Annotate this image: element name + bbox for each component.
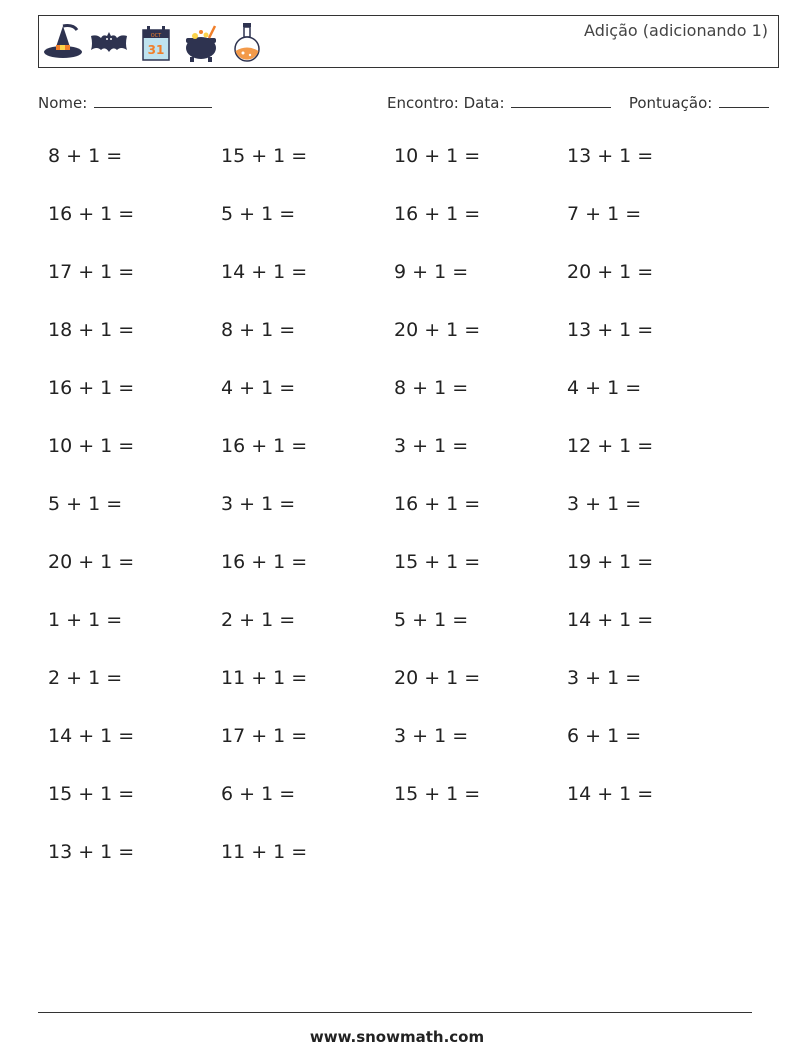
problem-item: 12 + 1 = — [567, 435, 654, 457]
problem-item: 18 + 1 = — [48, 319, 135, 341]
problem-item: 20 + 1 = — [394, 319, 481, 341]
problem-item: 20 + 1 = — [394, 667, 481, 689]
date-blank[interactable] — [511, 94, 611, 108]
problem-item: 6 + 1 = — [567, 725, 642, 747]
cauldron-icon — [181, 20, 221, 64]
problem-item: 19 + 1 = — [567, 551, 654, 573]
problem-item: 3 + 1 = — [221, 493, 296, 515]
problem-item: 16 + 1 = — [394, 203, 481, 225]
problem-item: 16 + 1 = — [221, 551, 308, 573]
problem-item: 20 + 1 = — [48, 551, 135, 573]
problem-item: 2 + 1 = — [221, 609, 296, 631]
problem-row — [48, 609, 748, 667]
problem-item: 17 + 1 = — [221, 725, 308, 747]
problem-item: 16 + 1 = — [48, 203, 135, 225]
problem-item: 13 + 1 = — [567, 145, 654, 167]
witch-hat-icon — [43, 20, 83, 64]
problem-item: 14 + 1 = — [48, 725, 135, 747]
problem-item: 3 + 1 = — [567, 667, 642, 689]
problem-item: 3 + 1 = — [567, 493, 642, 515]
potion-icon — [227, 20, 267, 64]
problem-row — [48, 493, 748, 551]
name-field — [38, 94, 212, 112]
problem-item: 15 + 1 = — [48, 783, 135, 805]
score-label: Pontuação: — [628, 94, 713, 112]
problem-item: 4 + 1 = — [221, 377, 296, 399]
calendar-month: OCT — [150, 33, 162, 39]
problem-item: 4 + 1 = — [567, 377, 642, 399]
problem-item: 16 + 1 = — [394, 493, 481, 515]
footer-url: www.snowmath.com — [309, 1028, 485, 1046]
problem-item: 8 + 1 = — [394, 377, 469, 399]
icon-strip — [43, 20, 267, 64]
problem-row — [48, 841, 748, 899]
problem-item: 1 + 1 = — [48, 609, 123, 631]
worksheet-title: Adição (adicionando 1) — [584, 21, 768, 40]
problem-row — [48, 551, 748, 609]
problem-item: 5 + 1 = — [394, 609, 469, 631]
problem-item: 8 + 1 = — [48, 145, 123, 167]
problem-row — [48, 435, 748, 493]
problem-item: 7 + 1 = — [567, 203, 642, 225]
problem-row — [48, 377, 748, 435]
problem-row — [48, 725, 748, 783]
problem-item: 6 + 1 = — [221, 783, 296, 805]
problem-item: 16 + 1 = — [221, 435, 308, 457]
problem-item: 5 + 1 = — [48, 493, 123, 515]
problem-item: 20 + 1 = — [567, 261, 654, 283]
calendar-day: 31 — [147, 43, 165, 57]
problem-row — [48, 261, 748, 319]
score-blank[interactable] — [719, 94, 769, 108]
problem-item: 3 + 1 = — [394, 725, 469, 747]
name-label: Nome: — [38, 94, 88, 112]
problem-item: 9 + 1 = — [394, 261, 469, 283]
problem-item: 11 + 1 = — [221, 841, 308, 863]
problem-grid — [48, 145, 748, 899]
name-blank[interactable] — [94, 94, 212, 108]
footer-divider — [38, 1012, 752, 1013]
meeting-label: Encontro: Data: — [387, 94, 505, 112]
problem-item: 8 + 1 = — [221, 319, 296, 341]
problem-item: 15 + 1 = — [394, 783, 481, 805]
problem-item: 17 + 1 = — [48, 261, 135, 283]
problem-row — [48, 667, 748, 725]
problem-item: 2 + 1 = — [48, 667, 123, 689]
problem-item: 14 + 1 = — [567, 609, 654, 631]
problem-item: 14 + 1 = — [567, 783, 654, 805]
problem-item: 13 + 1 = — [48, 841, 135, 863]
problem-item: 15 + 1 = — [221, 145, 308, 167]
problem-item: 13 + 1 = — [567, 319, 654, 341]
problem-item: 14 + 1 = — [221, 261, 308, 283]
problem-item: 10 + 1 = — [394, 145, 481, 167]
problem-item: 11 + 1 = — [221, 667, 308, 689]
problem-row — [48, 319, 748, 377]
problem-item: 3 + 1 = — [394, 435, 469, 457]
problem-row — [48, 783, 748, 841]
bat-icon — [89, 20, 129, 64]
problem-item: 10 + 1 = — [48, 435, 135, 457]
header-box — [38, 15, 779, 68]
problem-item: 5 + 1 = — [221, 203, 296, 225]
problem-item: 16 + 1 = — [48, 377, 135, 399]
problem-row — [48, 203, 748, 261]
meeting-score-field — [387, 94, 769, 112]
calendar-icon — [135, 20, 175, 64]
problem-row — [48, 145, 748, 203]
problem-item: 15 + 1 = — [394, 551, 481, 573]
